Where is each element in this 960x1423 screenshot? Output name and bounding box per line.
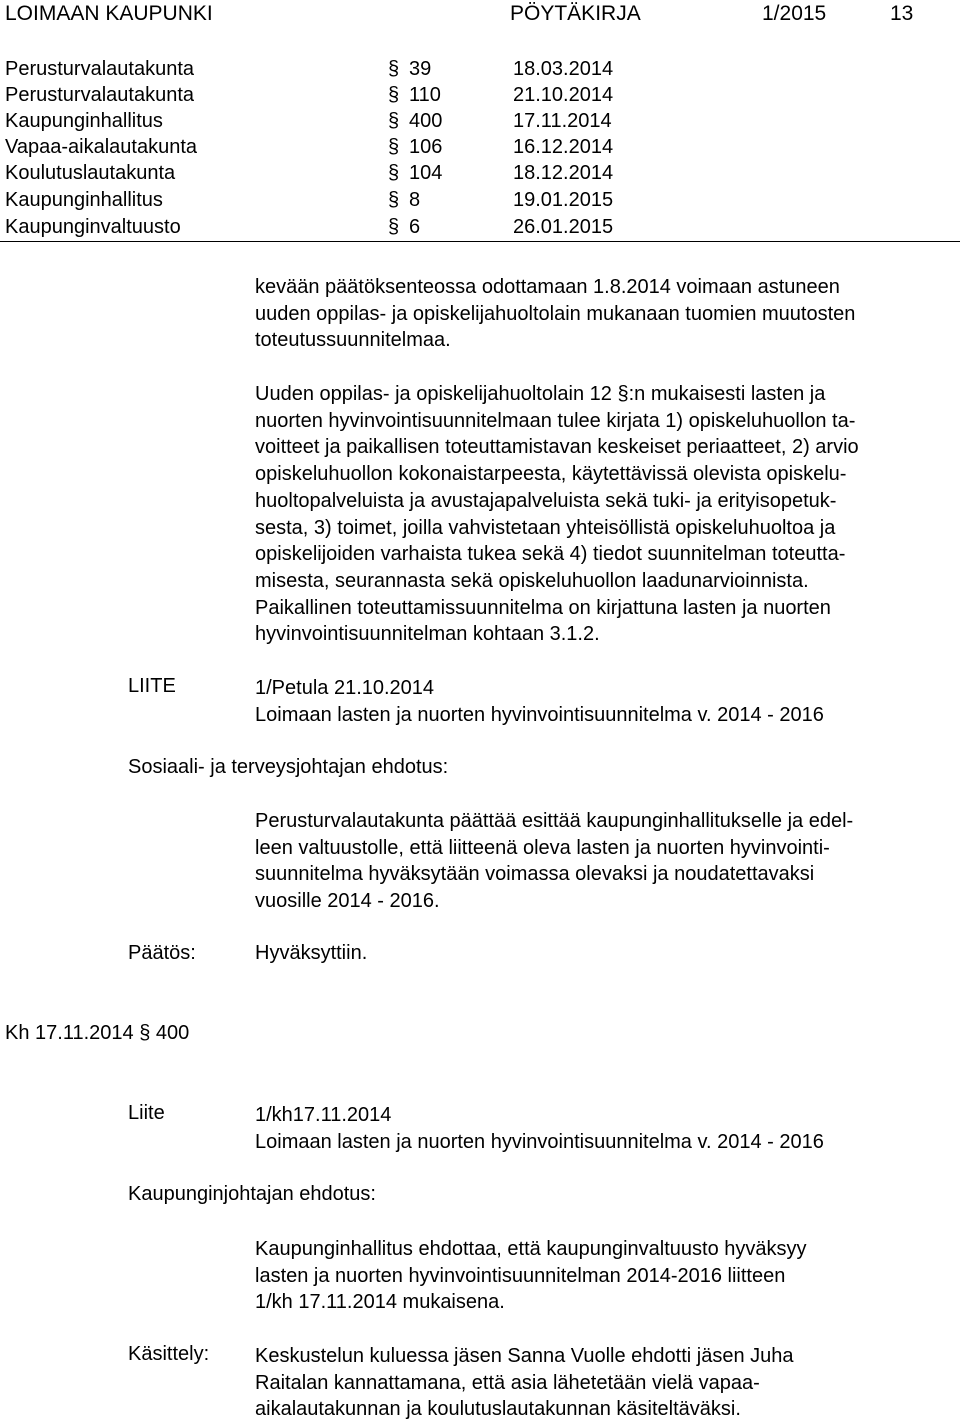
reference-row <box>5 187 705 213</box>
text-line: hyvinvointisuunnitelman kohtaan 3.1.2. <box>255 623 600 646</box>
reference-number: 6 <box>409 216 421 238</box>
text-line: misesta, seurannasta sekä opiskeluhuollon laadunarvioinnista. <box>255 569 809 592</box>
text-line: huoltopalveluista ja avustajapalveluista sekä tuki- ja erityisopetuk- <box>255 489 837 512</box>
attachment-ref: 1/Petula 21.10.2014 <box>255 677 435 699</box>
text-line: suunnitelma hyväksytään voimassa olevaksi ja noudatettavaksi <box>255 863 815 886</box>
reference-date: 19.01.2015 <box>513 189 614 211</box>
handling-label: Käsittely: <box>128 1343 210 1365</box>
reference-number: 106 <box>409 136 443 158</box>
text-line: sesta, 3) toimet, joilla vahvistetaan yhteisöllistä opiskeluhuoltoa ja <box>255 516 836 539</box>
reference-date: 16.12.2014 <box>513 136 614 158</box>
text-line: 1/kh 17.11.2014 mukaisena. <box>255 1291 505 1314</box>
reference-row <box>5 82 705 108</box>
kh-reference-number: 400 <box>155 1022 190 1044</box>
text-line: opiskelijoiden varhaista tukea sekä 4) tiedot suunnitelman toteutta- <box>255 543 846 566</box>
reference-row <box>5 214 705 240</box>
section-sign: § <box>388 162 400 184</box>
decision-label: Päätös: <box>128 942 196 964</box>
text-line: aikalautakunnan ja koulutuslautakunnan käsiteltäväksi. <box>255 1398 741 1421</box>
reference-org: Perusturvalautakunta <box>5 58 195 80</box>
section-sign: § <box>139 1022 151 1044</box>
reference-org: Perusturvalautakunta <box>5 84 195 106</box>
proposal-heading: Kaupunginjohtajan ehdotus: <box>128 1183 376 1205</box>
text-line: Keskustelun kuluessa jäsen Sanna Vuolle ehdotti jäsen Juha <box>255 1345 794 1367</box>
reference-org: Kaupunginhallitus <box>5 189 163 211</box>
text-line: opiskeluhuollon kokonaistarpeesta, käytettävissä olevista opiskelu- <box>255 463 847 486</box>
text-line: nuorten hyvinvointisuunnitelmaan tulee kirjata 1) opiskeluhuollon ta- <box>255 409 856 432</box>
reference-date: 21.10.2014 <box>513 84 614 106</box>
reference-number: 400 <box>409 110 443 132</box>
reference-number: 39 <box>409 58 432 80</box>
reference-row <box>5 108 705 134</box>
text-line: toteutussuunnitelmaa. <box>255 329 451 351</box>
reference-number: 8 <box>409 189 421 211</box>
handling-text <box>255 1343 794 1423</box>
kh-reference <box>5 1022 189 1045</box>
header-divider <box>0 241 960 242</box>
text-line: leen valtuustolle, että liitteenä oleva lasten ja nuorten hyvinvointi- <box>255 836 830 859</box>
reference-org: Vapaa-aikalautakunta <box>5 136 197 158</box>
text-line: Kaupunginhallitus ehdottaa, että kaupunginvaltuusto hyväksyy <box>255 1238 807 1260</box>
reference-org: Koulutuslautakunta <box>5 162 176 184</box>
proposal-text <box>255 808 853 915</box>
reference-org: Kaupunginvaltuusto <box>5 216 181 238</box>
reference-date: 17.11.2014 <box>513 110 612 132</box>
intro-paragraph <box>255 274 945 354</box>
attachment-ref: 1/kh17.11.2014 <box>255 1104 392 1126</box>
attachment-label: Liite <box>128 1102 165 1124</box>
text-line: kevään päätöksenteossa odottamaan 1.8.2014 voimaan astuneen <box>255 276 840 298</box>
reference-number: 110 <box>409 84 441 106</box>
text-line: uuden oppilas- ja opiskelijahuoltolain mukanaan tuomien muutosten <box>255 302 856 325</box>
text-line: voitteet ja paikallisen toteuttamistavan keskeiset periaatteet, 2) arvio <box>255 436 859 459</box>
section-sign: § <box>388 84 400 106</box>
section-sign: § <box>388 58 400 80</box>
text-line: Uuden oppilas- ja opiskelijahuoltolain 12 §:n mukaisesti lasten ja <box>255 383 826 405</box>
section-sign: § <box>388 136 400 158</box>
attachment-label: LIITE <box>128 675 176 697</box>
document-type: PÖYTÄKIRJA <box>510 2 641 25</box>
proposal-heading: Sosiaali- ja terveysjohtajan ehdotus: <box>128 756 449 778</box>
reference-row <box>5 134 705 160</box>
attachment-title: Loimaan lasten ja nuorten hyvinvointisuunnitelma v. 2014 - 2016 <box>255 1130 824 1153</box>
text-line: Perusturvalautakunta päättää esittää kaupunginhallitukselle ja edel- <box>255 810 854 832</box>
attachment-block <box>255 1102 824 1155</box>
decision-text: Hyväksyttiin. <box>255 942 368 964</box>
reference-org: Kaupunginhallitus <box>5 110 163 132</box>
text-line: Raitalan kannattamana, että asia lähetetään vielä vapaa- <box>255 1371 760 1394</box>
reference-date: 18.03.2014 <box>513 58 614 80</box>
reference-date: 26.01.2015 <box>513 216 614 238</box>
page-number: 13 <box>890 2 914 25</box>
attachment-block <box>255 675 824 728</box>
section-sign: § <box>388 216 400 238</box>
section-sign: § <box>388 189 400 211</box>
reference-row <box>5 160 705 186</box>
municipality-name: LOIMAAN KAUPUNKI <box>5 2 213 25</box>
reference-number: 104 <box>409 162 443 184</box>
attachment-title: Loimaan lasten ja nuorten hyvinvointisuunnitelma v. 2014 - 2016 <box>255 703 824 726</box>
document-number: 1/2015 <box>762 2 827 25</box>
body-paragraph <box>255 381 945 648</box>
reference-date: 18.12.2014 <box>513 162 614 184</box>
reference-row <box>5 56 705 82</box>
kh-reference-date: Kh 17.11.2014 <box>5 1022 134 1044</box>
section-sign: § <box>388 110 400 132</box>
proposal-text <box>255 1236 807 1316</box>
text-line: vuosille 2014 - 2016. <box>255 890 440 913</box>
text-line: Paikallinen toteuttamissuunnitelma on kirjattuna lasten ja nuorten <box>255 596 831 619</box>
text-line: lasten ja nuorten hyvinvointisuunnitelman 2014-2016 liitteen <box>255 1264 786 1287</box>
